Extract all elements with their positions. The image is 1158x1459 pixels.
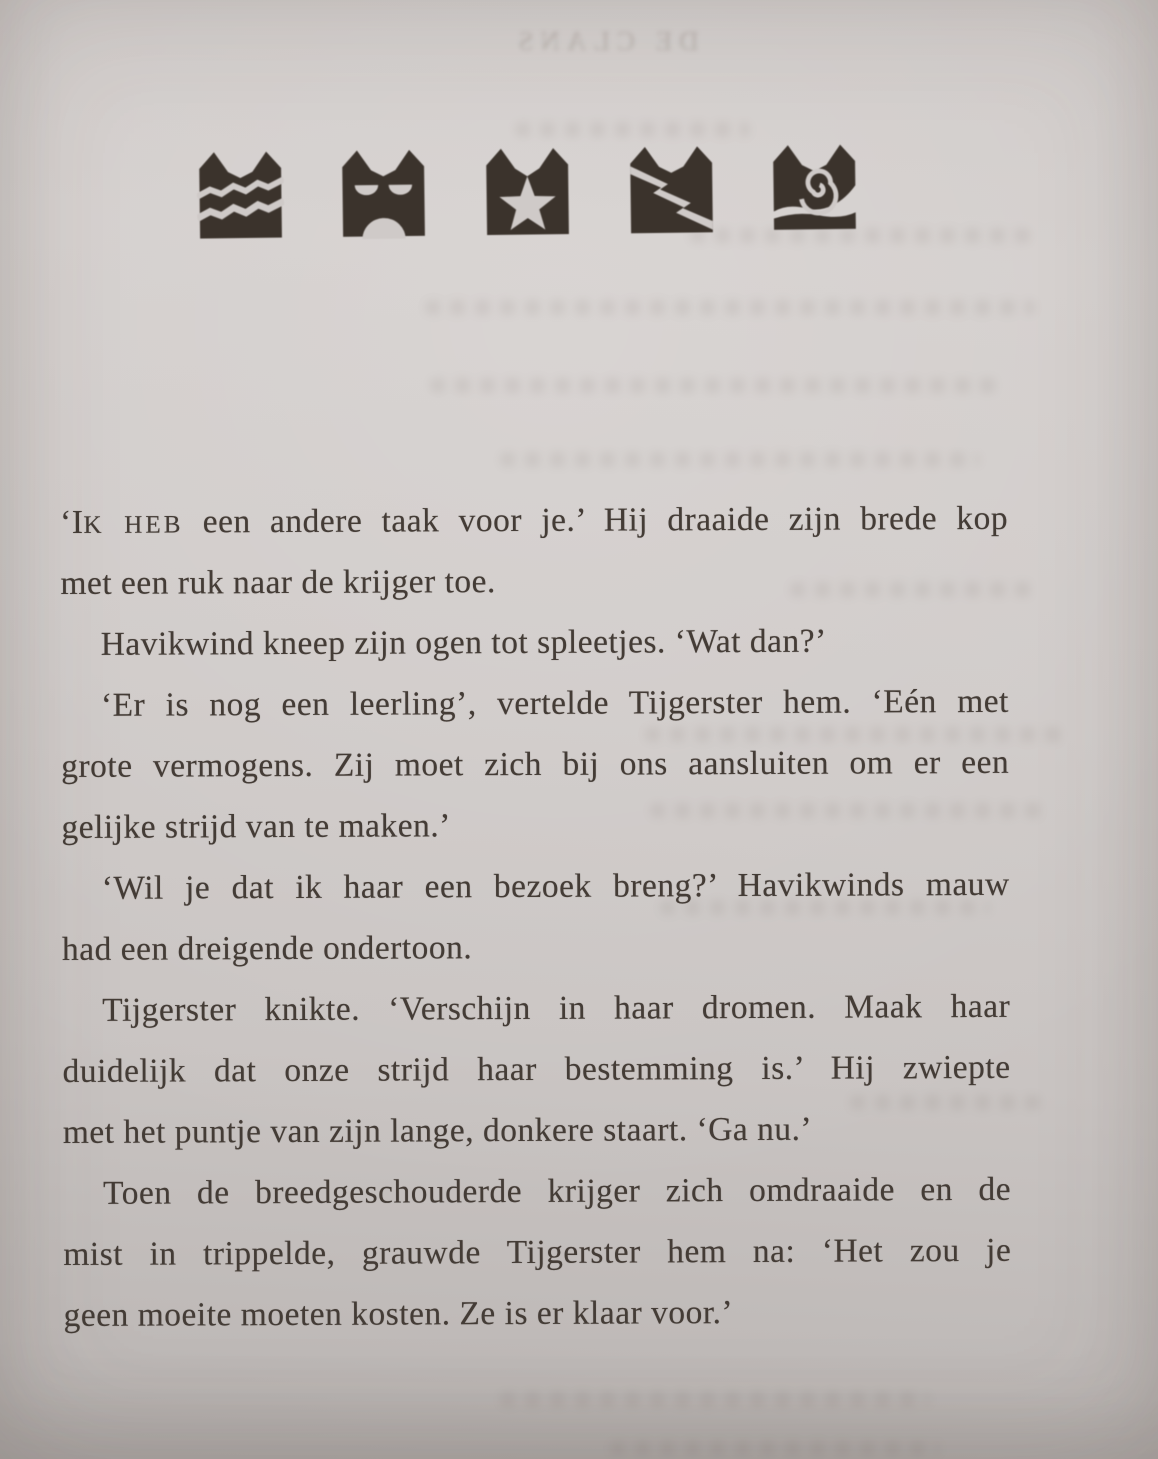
text-line: Toen de breedgeschouderde krijger zich omdraaide en de: [102, 1170, 1012, 1212]
text-line: Tijgerster knikte. ‘Verschijn in haar dromen. Maak haar: [102, 987, 1011, 1029]
text-line: mist in trippelde, grauwde Tijgerster hem na: ‘Het zou je: [63, 1231, 1012, 1273]
text-line: ‘Wil je dat ik haar een bezoek breng?’ Havikwinds mauw: [101, 865, 1010, 907]
bleed-through-smudge: [610, 1441, 940, 1456]
text-line: gelijke strijd van te maken.’: [61, 807, 451, 846]
body-text: [60, 488, 1012, 1346]
lead-rest: een andere taak voor je.’ Hij draaide zijn brede kop: [183, 499, 1009, 541]
windclan-cat-icon: [770, 141, 858, 234]
bleed-through-smudge: [425, 300, 1035, 315]
text-line: [60, 488, 1008, 553]
text-line: grote vermogens. Zij moet zich bij ons aansluiten om er een: [61, 743, 1010, 785]
shadowclan-cat-icon: [339, 146, 427, 239]
starclan-cat-icon: [483, 145, 571, 238]
text-line: duidelijk dat onze strijd haar bestemming is.’ Hij zwiepte: [62, 1048, 1011, 1090]
bleed-through-smudge: [500, 452, 980, 467]
thunderclan-cat-icon: [627, 143, 715, 236]
riverclan-cat-icon: [196, 148, 284, 241]
text-line: ‘Er is nog een leerling’, vertelde Tijgerster hem. ‘Eén met: [100, 682, 1010, 724]
text-line: had een dreigende ondertoon.: [61, 929, 473, 968]
lead-smallcaps: K HEB: [83, 511, 184, 539]
bleed-through-smudge: [430, 378, 1000, 393]
text-line: met het puntje van zijn lange, donkere staart. ‘Ga nu.’: [62, 1110, 813, 1151]
bleed-through-smudge: [515, 122, 750, 137]
bleed-through-heading: DE CLANS: [511, 26, 699, 56]
clan-icons-row: [0, 141, 901, 247]
bleed-through-smudge: [500, 1392, 930, 1407]
text-line: Havikwind kneep zijn ogen tot spleetjes. ‘Wat dan?’: [100, 622, 827, 663]
lead-open: ‘I: [60, 503, 84, 541]
text-line: geen moeite moeten kosten. Ze is er klaar voor.’: [63, 1294, 734, 1334]
text-line: met een ruk naar de krijger toe.: [60, 563, 496, 602]
